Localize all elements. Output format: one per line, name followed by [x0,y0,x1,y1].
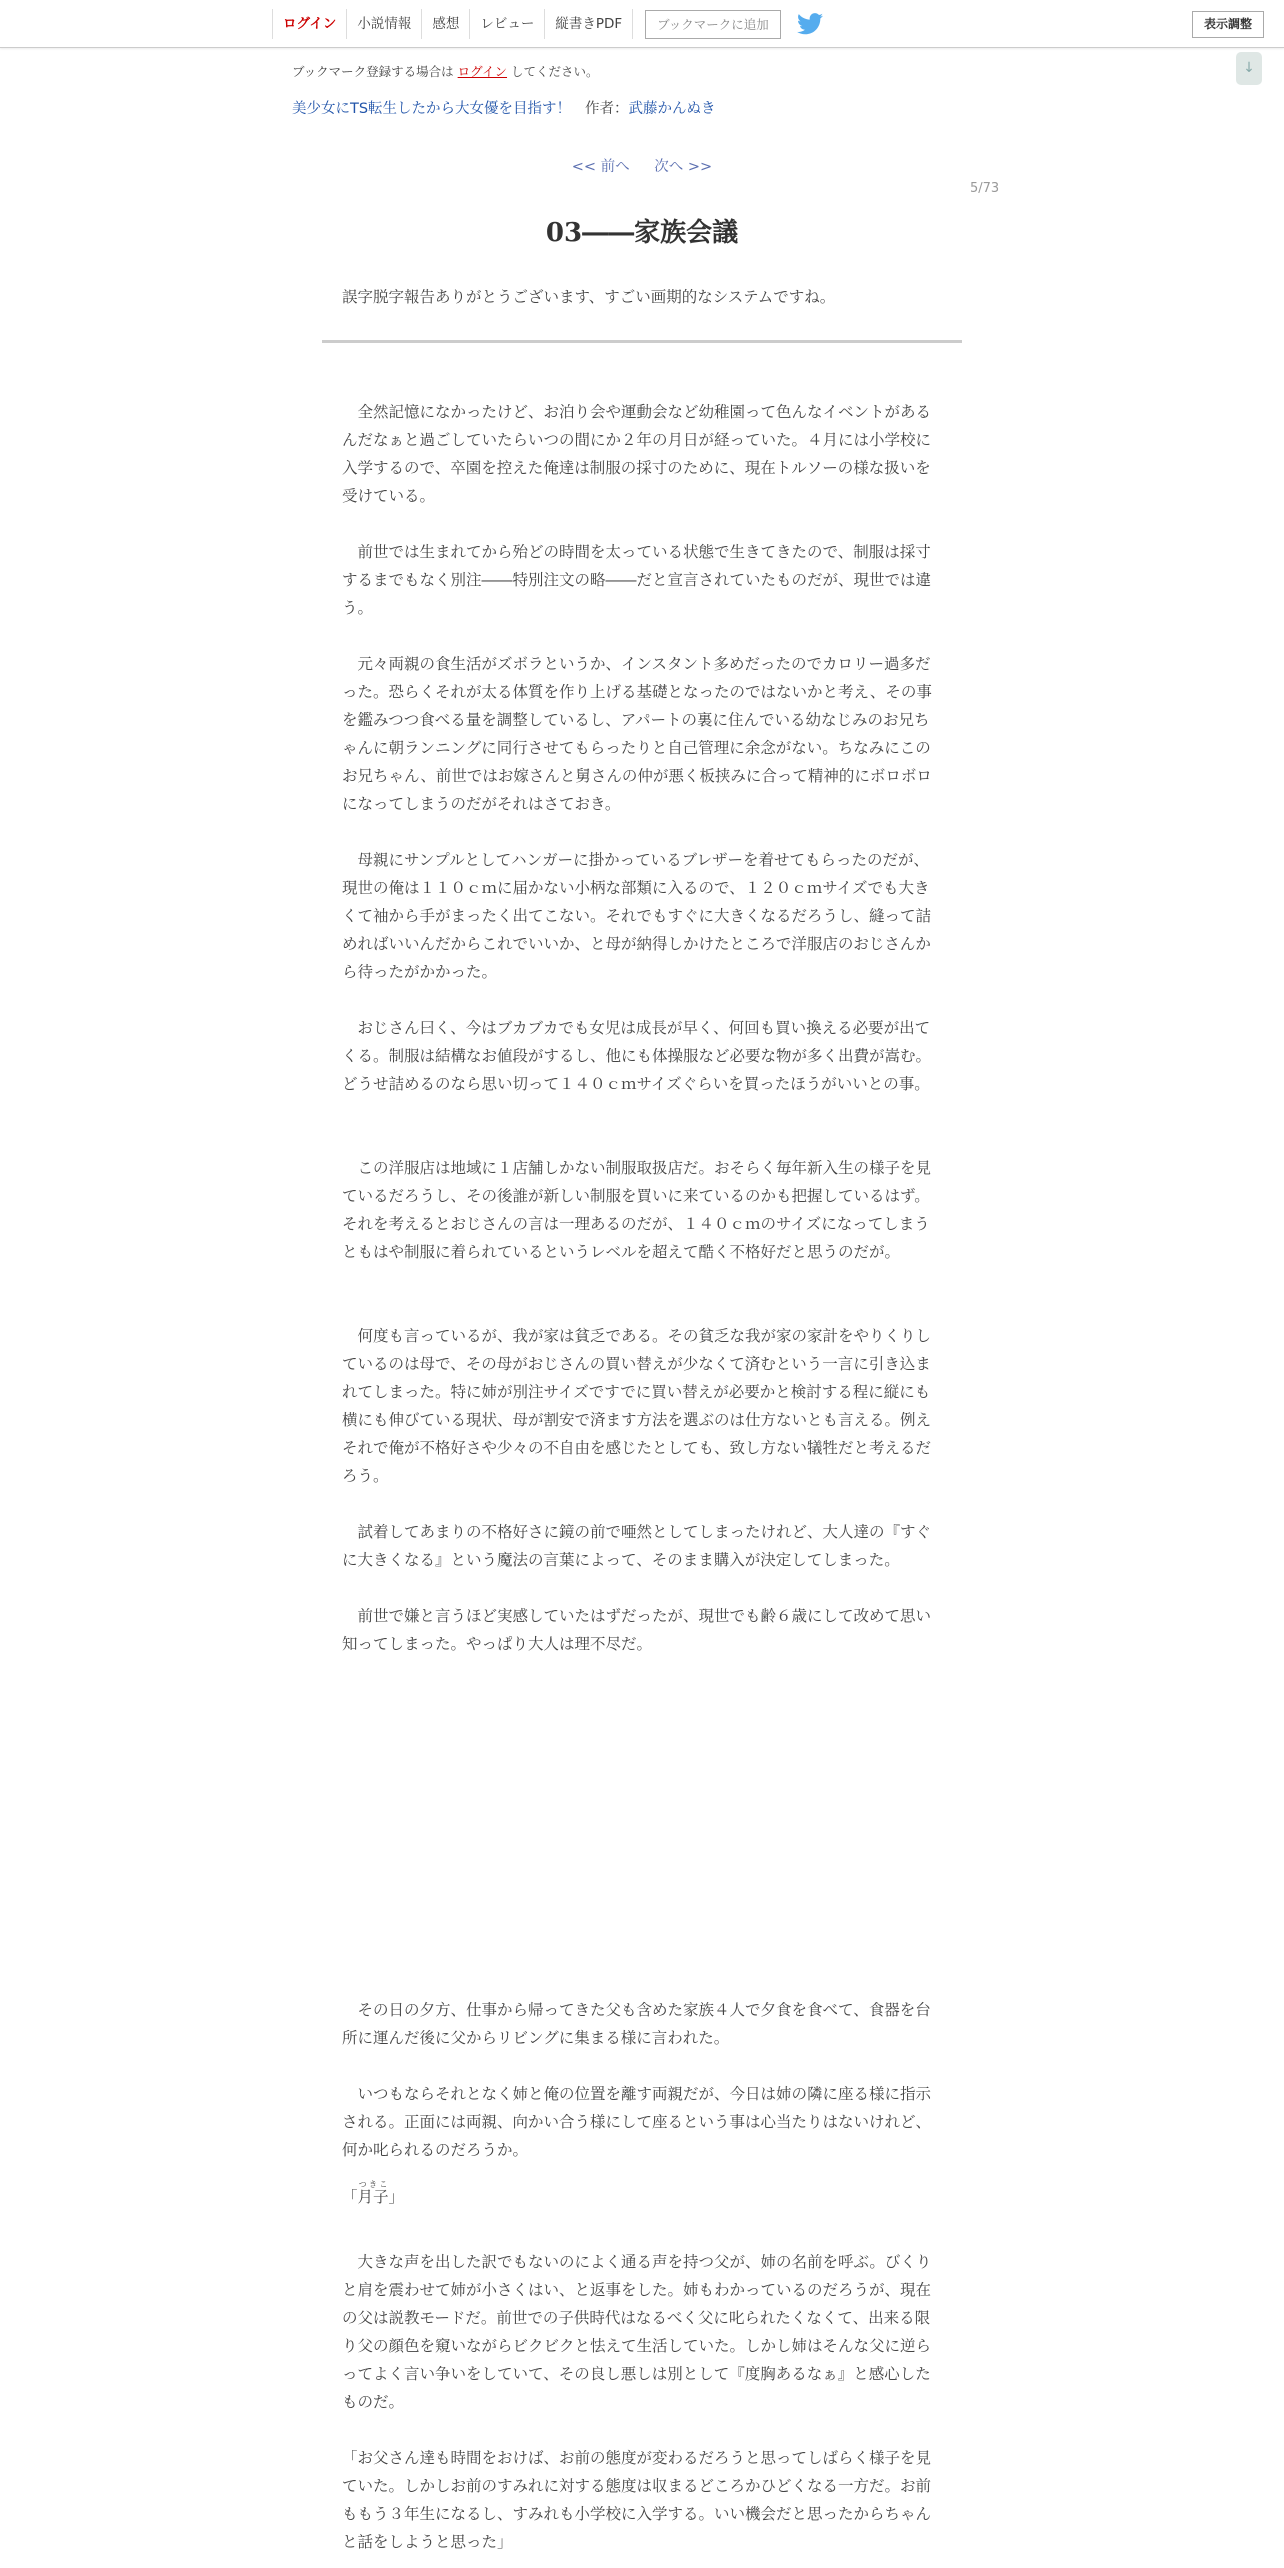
nav-vertical-pdf[interactable]: 縦書きPDF [544,9,633,39]
dialogue-line [342,2180,942,2211]
bookmark-notice-prefix: ブックマーク登録する場合は [292,64,454,79]
add-bookmark-button[interactable]: ブックマークに追加 [645,10,781,39]
chapter-pager [0,155,1284,176]
bookmark-notice-login-link[interactable]: ログイン [457,64,508,79]
twitter-icon[interactable] [797,13,823,35]
name-with-ruby [357,2180,389,2206]
author-info [585,97,716,118]
next-chapter-link[interactable]: 次へ >> [654,159,713,175]
bookmark-notice [292,62,599,80]
nav-impressions[interactable]: 感想 [421,9,469,39]
scroll-down-button[interactable]: ↓ [1236,52,1262,85]
body-paragraph: 試着してあまりの不格好さに鏡の前で唖然としてしまったけれど、大人達の『すぐに大きくなる』という魔法の言葉によって、そのまま購入が決定してしまった。 [342,1523,932,1569]
chapter-title: 03――家族会議 [545,218,739,248]
body-paragraph: その日の夕方、仕事から帰ってきた父も含めた家族４人で夕食を食べて、食器を台所に運んだ後に父からリビングに集まる様に言われた。 [342,2001,931,2047]
quote-close: 」 [388,2188,405,2206]
body-paragraph: いつもならそれとなく姉と俺の位置を離す両親だが、今日は姉の隣に座る様に指示される。正面には両親、向かい合う様にして座るという事は心当たりはないけれど、何か叱られるのだろうか。 [342,2085,932,2159]
body-paragraph: 全然記憶になかったけど、お泊り会や運動会など幼稚園って色んなイベントがあるんだなぁと過ごしていたらいつの間にか２年の月日が経っていた。４月には小学校に入学するので、卒園を控えた俺達は制服の採寸のために、現在トルソーの様な扱いを受けている。 [342,403,932,505]
author-label: 作者： [585,101,629,117]
top-nav-bar [0,0,1284,48]
display-settings-button[interactable]: 表示調整 [1192,11,1264,38]
nav-login[interactable]: ログイン [272,9,346,39]
body-paragraph: おじさん曰く、今はブカブカでも女児は成長が早く、何回も買い換える必要が出てくる。制服は結構なお値段がするし、他にも体操服など必要な物が多く出費が嵩む。どうせ詰めるのなら思い切って１４０ｃｍサイズぐらいを買ったほうがいいとの事。 [342,1019,932,1093]
body-paragraph: 大きな声を出した訳でもないのによく通る声を持つ父が、姉の名前を呼ぶ。びくりと肩を震わせて姉が小さくはい、と返事をした。姉もわかっているのだろうが、現在の父は説教モードだ。前世での子供時代はなるべく父に叱られたくなくて、出来る限り父の顔色を窺いながらビクビクと怯えて生活していた。しかし姉はそんな父に逆らってよく言い争いをしていて、その良し悪しは別として『度胸あるなぁ』と感心したものだ。 [342,2253,932,2411]
preface-divider [322,340,962,343]
quote-open: 「 [342,2188,358,2206]
nav-novel-info[interactable]: 小説情報 [346,9,421,39]
nav-review[interactable]: レビュー [469,9,544,39]
bookmark-notice-suffix: してください。 [511,64,599,79]
page-number: 5/73 [970,181,1000,196]
body-paragraph: 元々両親の食生活がズボラというか、インスタント多めだったのでカロリー過多だった。恐らくそれが太る体質を作り上げる基礎となったのではないかと考え、その事を鑑みつつ食べる量を調整しているし、アパートの裏に住んでいる幼なじみのお兄ちゃんに朝ランニングに同行させてもらったりと自己管理に余念がない。ちなみにこのお兄ちゃん、前世ではお嫁さんと舅さんの仲が悪く板挟みに合って精神的にボロボロになってしまうのだがそれはさておき。 [342,655,932,813]
body-paragraph: 前世では生まれてから殆どの時間を太っている状態で生きてきたので、制服は採寸するまでもなく別注――特別注文の略――だと宣言されていたものだが、現世では違う。 [342,543,932,617]
chapter-preface: 誤字脱字報告ありがとうございます、すごい画期的なシステムですね。 [342,288,836,306]
ruby-base: 月子 [357,2188,389,2206]
body-paragraph: 母親にサンプルとしてハンガーに掛かっているブレザーを着せてもらったのだが、現世の俺は１１０ｃｍに届かない小柄な部類に入るので、１２０ｃｍサイズでも大きくて袖から手がまったく出てこない。それでもすぐに大きくなるだろうし、縫って詰めればいいんだからこれでいいか、と母が納得しかけたところで洋服店のおじさんから待ったがかかった。 [342,851,932,981]
author-name-link[interactable]: 武藤かんぬき [628,101,716,117]
body-paragraph: この洋服店は地域に１店舗しかない制服取扱店だ。おそらく毎年新入生の様子を見ているだろうし、その後誰が新しい制服を買いに来ているのかも把握しているはず。それを考えるとおじさんの言は一理あるのだが、１４０ｃｍのサイズになってしまうともはや制服に着られているというレベルを超えて酷く不格好だと思うのだが。 [342,1159,932,1261]
body-paragraph: 「お父さん達も時間をおけば、お前の態度が変わるだろうと思ってしばらく様子を見ていた。しかしお前のすみれに対する態度は収まるどころかひどくなる一方だ。お前ももう３年生になるし、すみれも小学校に入学する。いい機会だと思ったからちゃんと話をしようと思った」 [342,2449,932,2551]
body-paragraph: 前世で嫌と言うほど実感していたはずだったが、現世でも齢６歳にして改めて思い知ってしまった。やっぱり大人は理不尽だ。 [342,1607,932,1653]
body-paragraph: 何度も言っているが、我が家は貧乏である。その貧乏な我が家の家計をやりくりしているのは母で、その母がおじさんの買い替えが少なくて済むという一言に引き込まれてしまった。特に姉が別注サイズですでに買い替えが必要かと検討する程に縦にも横にも伸びている現状、母が割安で済ます方法を選ぶのは仕方ないとも言える。例えそれで俺が不格好さや少々の不自由を感じたとしても、致し方ない犠牲だと考えるだろう。 [342,1327,932,1485]
prev-chapter-link[interactable]: << 前へ [571,159,630,175]
novel-title-link[interactable]: 美少女にTS転生したから大女優を目指す！ [292,101,572,117]
ruby-reading: つきこ [357,2180,389,2189]
nav-menu [272,9,823,39]
